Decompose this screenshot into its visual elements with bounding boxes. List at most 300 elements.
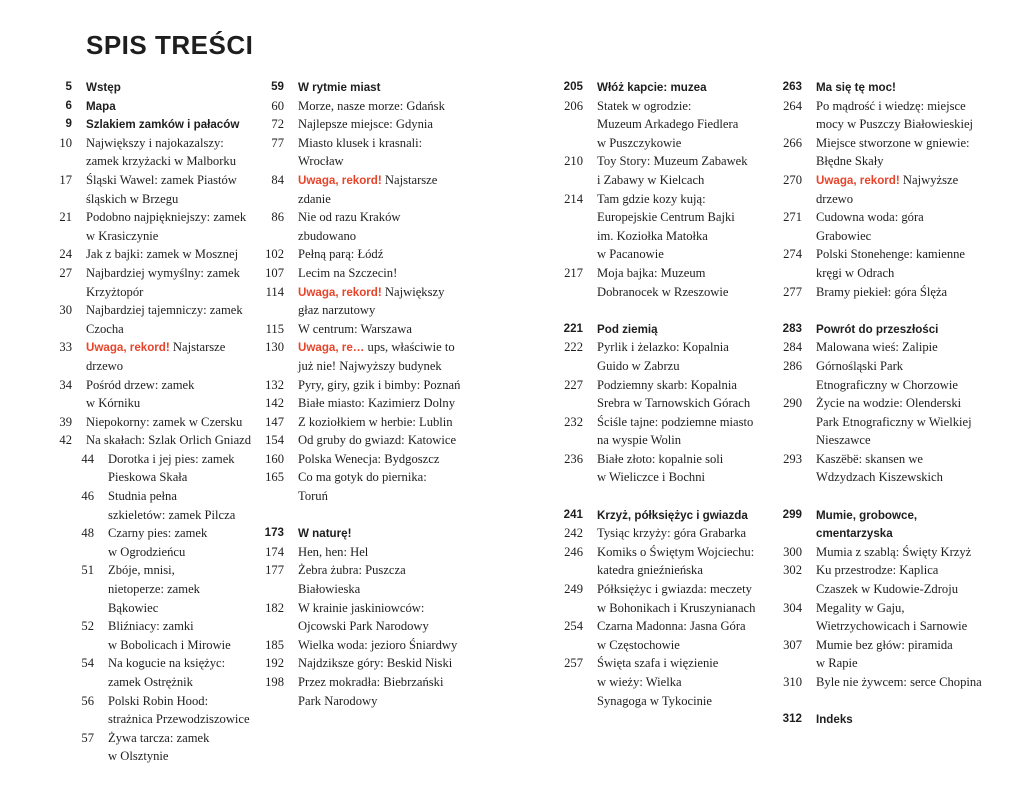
toc-entry: [597, 134, 755, 153]
entry-line: [265, 247, 384, 262]
section-spacer: [298, 506, 460, 525]
page-number: 205: [563, 80, 583, 93]
page-number: 24: [59, 247, 72, 262]
toc-entry: [59, 431, 252, 450]
entry-title: Czocha: [86, 321, 124, 336]
page-number: 21: [59, 210, 72, 225]
page-number: 51: [81, 563, 94, 578]
entry-title: Mapa: [86, 99, 116, 113]
toc-entry: [265, 376, 461, 395]
entry-title: Polski Robin Hood:: [108, 693, 209, 708]
entry-title: drzewo: [816, 191, 854, 206]
toc-entry: [265, 636, 460, 655]
entry-line: [81, 656, 226, 671]
section-heading: [563, 78, 755, 97]
toc-entry: [597, 394, 755, 413]
page-number: 277: [783, 284, 802, 299]
entry-title: Najstarsze: [169, 340, 226, 355]
entry-line: [816, 154, 884, 168]
entry-title: Statek w ogrodzie:: [597, 98, 692, 113]
entry-line: [782, 321, 939, 336]
toc-entry: [59, 264, 251, 283]
entry-title: głaz narzutowy: [298, 303, 376, 318]
page-number: 9: [65, 117, 72, 131]
entry-line: [81, 563, 175, 578]
entry-title: Nieszawce: [816, 433, 871, 448]
entry-title: drzewo: [86, 358, 124, 373]
entry-line: [564, 544, 755, 559]
section-heading: [563, 320, 755, 339]
entry-title: szkieletów: zamek Pilcza: [108, 507, 236, 522]
record-highlight: Uwaga, re…: [298, 341, 365, 355]
page-number: 48: [81, 526, 94, 541]
toc-entry: [783, 673, 982, 692]
entry-line: [59, 433, 252, 448]
entry-title: Bliźniacy: zamki: [108, 619, 194, 634]
page-number: 59: [271, 80, 284, 93]
toc-entry: [86, 543, 251, 562]
entry-title: Miasto klusek i krasnali:: [298, 135, 423, 150]
entry-line: [563, 80, 707, 94]
entry-title: Toruń: [298, 489, 328, 504]
entry-line: [81, 451, 235, 466]
entry-title: już nie! Najwyższy budynek: [298, 358, 442, 373]
page-number: 10: [59, 135, 72, 150]
entry-line: [59, 303, 243, 318]
toc-entry: [783, 636, 982, 655]
entry-line: [298, 489, 328, 503]
toc-entry: [816, 152, 982, 171]
page-number: 242: [564, 526, 583, 541]
entry-line: [597, 229, 708, 243]
section-heading: [816, 524, 982, 543]
section-heading: [65, 78, 251, 97]
toc-entry: [59, 171, 251, 190]
entry-title: Co ma gotyk do piernika:: [298, 470, 427, 485]
entry-line: [816, 619, 967, 633]
entry-line: [265, 563, 406, 578]
entry-line: [298, 192, 331, 206]
entry-line: [108, 675, 193, 689]
toc-column-2: [264, 78, 461, 710]
page-number: 286: [783, 358, 802, 373]
entry-title: w Puszczykowie: [597, 135, 682, 150]
entry-title: Jak z bajki: zamek w Mosznej: [86, 247, 239, 262]
entry-line: [81, 526, 208, 541]
entry-line: [81, 489, 177, 504]
entry-title: Ściśle tajne: podziemne miasto: [597, 414, 754, 429]
entry-title: W rytmie miast: [298, 81, 381, 94]
entry-title: Żywa tarcza: zamek: [108, 730, 210, 745]
entry-title: w Krasiczynie: [86, 228, 159, 243]
entry-title: Na skałach: Szlak Orlich Gniazd: [86, 433, 252, 448]
toc-entry: [265, 431, 460, 450]
entry-title: Ojcowski Park Narodowy: [298, 619, 429, 634]
entry-line: [81, 619, 194, 634]
entry-line: [597, 638, 680, 652]
page-number: 284: [783, 340, 802, 355]
entry-line: [564, 340, 729, 355]
entry-line: [81, 730, 210, 745]
entry-title: Wielka woda: jezioro Śniardwy: [298, 637, 458, 652]
entry-line: [597, 136, 681, 150]
entry-title: Błędne Skały: [816, 154, 884, 169]
entry-title: Wdzydzach Kiszewskich: [816, 470, 943, 485]
toc-entry: [81, 729, 251, 748]
page-number: 192: [265, 656, 284, 671]
toc-entry: [816, 617, 982, 636]
page-number: 266: [783, 135, 802, 150]
entry-line: [108, 545, 185, 559]
toc-entry: [86, 357, 251, 376]
entry-title: Bramy piekieł: góra Ślęża: [816, 284, 948, 299]
toc-entry: [564, 580, 755, 599]
toc-entry: [86, 580, 251, 599]
entry-line: [783, 396, 962, 411]
entry-title: Czarna Madonna: Jasna Góra: [597, 619, 746, 634]
entry-line: [816, 526, 893, 540]
page-number: 263: [782, 80, 802, 93]
entry-title: Malowana wieś: Zalipie: [816, 340, 938, 355]
entry-title: w Wieliczce i Bochni: [597, 470, 706, 485]
entry-title: w Olsztynie: [108, 749, 169, 764]
entry-line: [597, 210, 735, 224]
page-number: 57: [81, 730, 94, 745]
page-number: 84: [271, 172, 284, 187]
entry-line: [86, 154, 236, 168]
page-number: 217: [564, 265, 583, 280]
entry-title: Guido w Zabrzu: [597, 358, 680, 373]
toc-entry: [271, 208, 460, 227]
page-number: 302: [783, 563, 802, 578]
entry-line: [108, 638, 231, 652]
section-heading: [65, 115, 251, 134]
section-heading: [782, 78, 982, 97]
toc-entry: [265, 413, 460, 432]
entry-line: [816, 470, 943, 484]
section-heading: [782, 506, 982, 525]
entry-line: [563, 321, 658, 336]
entry-title: Toy Story: Muzeum Zabawek: [597, 154, 748, 169]
entry-title: Największy i najokazalszy:: [86, 135, 224, 150]
page-number: 290: [783, 396, 802, 411]
entry-title: Pod ziemią: [597, 322, 658, 336]
entry-line: [265, 544, 369, 559]
entry-title: Etnograficzny w Chorzowie: [816, 377, 958, 392]
toc-entry: [81, 450, 251, 469]
page-number: 271: [783, 210, 802, 225]
entry-line: [59, 172, 237, 187]
entry-title: Od gruby do gwiazd: Katowice: [298, 433, 457, 448]
toc-entry: [564, 654, 755, 673]
entry-title: Ma się tę moc!: [816, 81, 896, 94]
page-number: 221: [563, 321, 583, 335]
entry-title: Mumie bez głów: piramida: [816, 637, 953, 652]
entry-title: Europejskie Centrum Bajki: [597, 210, 735, 225]
entry-title: Czaszek w Kudowie-Zdroju: [816, 582, 958, 597]
entry-title: w Kórniku: [86, 396, 141, 411]
section-spacer: [816, 487, 982, 506]
page-number: 293: [783, 451, 802, 466]
toc-entry: [86, 468, 251, 487]
toc-entry: [783, 97, 982, 116]
entry-line: [265, 600, 425, 615]
toc-entry: [265, 599, 460, 618]
entry-line: [59, 340, 226, 355]
entry-title: Tysiąc krzyży: góra Grabarka: [597, 526, 747, 541]
entry-line: [298, 229, 356, 243]
entry-title: Niepokorny: zamek w Czersku: [86, 414, 243, 429]
page-number: 264: [783, 98, 802, 113]
page-number: 249: [564, 582, 583, 597]
entry-line: [59, 135, 224, 150]
entry-line: [86, 285, 143, 299]
section-heading: [65, 97, 251, 116]
entry-title: zamek krzyżacki w Malborku: [86, 154, 237, 169]
entry-title: Miejsce stworzone w gniewie:: [816, 135, 970, 150]
entry-line: [298, 582, 360, 596]
page-number: 177: [265, 563, 284, 578]
entry-line: [81, 693, 209, 708]
entry-title: Byle nie żywcem: serce Chopina: [816, 675, 982, 689]
toc-entry: [816, 227, 982, 246]
toc-entry: [59, 208, 251, 227]
page-number: 222: [564, 340, 583, 355]
entry-title: śląskich w Brzegu: [86, 191, 179, 206]
toc-entry: [86, 506, 251, 525]
page-number: 310: [783, 675, 802, 689]
entry-line: [816, 117, 973, 131]
toc-column-4: [782, 78, 982, 729]
toc-entry: [564, 524, 755, 543]
toc-entry: [298, 190, 460, 209]
page-number: 39: [59, 414, 72, 429]
toc-entry: [597, 692, 755, 711]
entry-title: Najwyższe: [899, 172, 959, 187]
section-spacer: [816, 301, 982, 320]
toc-entry: [564, 190, 755, 209]
entry-line: [564, 154, 748, 169]
toc-entry: [86, 394, 251, 413]
page-title: SPIS TREŚCI: [86, 30, 254, 60]
toc-entry: [81, 524, 251, 543]
toc-entry: [265, 394, 460, 413]
toc-entry: [86, 227, 251, 246]
toc-entry: [298, 301, 460, 320]
toc-entry: [783, 357, 982, 376]
entry-title: Na kogucie na księżyc:: [108, 656, 226, 671]
toc-entry: [597, 431, 755, 450]
toc-entry: [271, 134, 460, 153]
entry-title: kręgi w Odrach: [816, 265, 895, 280]
entry-line: [271, 80, 381, 94]
entry-title: Śląski Wawel: zamek Piastów: [86, 172, 237, 187]
entry-line: [59, 377, 195, 392]
section-heading: [271, 78, 460, 97]
entry-title: Z koziołkiem w herbie: Lublin: [298, 414, 453, 429]
toc-entry: [59, 245, 251, 264]
entry-line: [86, 322, 124, 336]
toc-entry: [86, 283, 251, 302]
entry-title: Srebra w Tarnowskich Górach: [597, 396, 751, 411]
entry-line: [782, 712, 853, 727]
entry-line: [298, 359, 442, 373]
page-number: 312: [782, 712, 802, 726]
page-number: 27: [59, 265, 72, 280]
entry-line: [597, 173, 704, 187]
toc-entry: [86, 710, 251, 729]
entry-line: [564, 191, 706, 206]
entry-line: [783, 284, 948, 299]
page-number: 5: [65, 80, 72, 93]
entry-title: Grabowiec: [816, 228, 872, 243]
entry-title: Polski Stonehenge: kamienne: [816, 247, 966, 262]
toc-entry: [816, 264, 982, 283]
page-number: 30: [59, 303, 72, 318]
entry-title: Pełną parą: Łódź: [298, 247, 384, 262]
entry-line: [265, 414, 453, 429]
toc-entry: [783, 283, 982, 302]
page-number: 165: [265, 470, 284, 485]
toc-entry: [59, 413, 251, 432]
toc-entry: [81, 561, 251, 580]
entry-title: Lecim na Szczecin!: [298, 265, 398, 280]
toc-entry: [265, 264, 460, 283]
entry-title: Najbardziej wymyślny: zamek: [86, 265, 240, 280]
entry-title: Białe miasto: Kazimierz Dolny: [298, 396, 456, 411]
entry-title: Najlepsze miejsce: Gdynia: [298, 117, 433, 132]
entry-title: Białe złoto: kopalnie soli: [597, 451, 724, 466]
entry-title: w Częstochowie: [597, 637, 680, 652]
entry-line: [816, 266, 894, 280]
page-number: 241: [563, 507, 583, 521]
toc-entry: [816, 115, 982, 134]
entry-line: [271, 135, 423, 150]
entry-line: [65, 80, 121, 94]
toc-entry: [597, 357, 755, 376]
toc-entry: [86, 747, 251, 766]
toc-entry: [783, 561, 982, 580]
entry-title: Synagoga w Tykocinie: [597, 693, 713, 708]
page-number: 214: [564, 191, 583, 206]
toc-entry: [597, 208, 755, 227]
entry-title: Studnia pełna: [108, 489, 177, 504]
section-heading: [264, 524, 460, 543]
toc-column-1: [59, 78, 252, 766]
entry-line: [597, 117, 738, 131]
toc-entry: [597, 115, 755, 134]
entry-title: Włóż kapcie: muzea: [597, 81, 707, 94]
page-number: 17: [59, 172, 72, 187]
entry-line: [597, 247, 664, 261]
page-number: 44: [81, 451, 94, 466]
entry-line: [265, 321, 412, 336]
page-number: 147: [265, 414, 284, 429]
toc-entry: [564, 97, 755, 116]
toc-entry: [271, 171, 460, 190]
page-number: 182: [265, 600, 284, 615]
entry-line: [816, 433, 871, 447]
record-highlight: Uwaga, rekord!: [86, 341, 170, 355]
entry-line: [271, 210, 401, 225]
toc-entry: [597, 636, 755, 655]
entry-line: [86, 229, 158, 243]
entry-title: Wstęp: [86, 81, 121, 94]
entry-title: Megality w Gaju,: [816, 600, 905, 615]
page-number: 72: [271, 117, 284, 132]
page-number: 270: [783, 172, 802, 187]
toc-entry: [816, 431, 982, 450]
page-number: 227: [564, 377, 583, 392]
toc-entry: [564, 450, 755, 469]
entry-title: Czarny pies: zamek: [108, 526, 208, 541]
toc-entry: [564, 376, 755, 395]
entry-line: [816, 656, 858, 670]
toc-entry: [265, 245, 460, 264]
entry-line: [59, 247, 239, 262]
entry-title: W krainie jaskiniowców:: [298, 600, 425, 615]
entry-line: [597, 694, 712, 708]
page-number: 107: [265, 265, 284, 280]
entry-line: [783, 98, 966, 113]
entry-title: Dorotka i jej pies: zamek: [108, 451, 235, 466]
entry-line: [108, 749, 169, 763]
entry-line: [783, 675, 982, 689]
entry-title: Szlakiem zamków i pałaców: [86, 118, 240, 132]
toc-entry: [597, 245, 755, 264]
page-number: 86: [271, 210, 284, 225]
toc-entry: [564, 413, 755, 432]
entry-line: [271, 172, 438, 187]
toc-entry: [265, 320, 460, 339]
toc-entry: [816, 190, 982, 209]
entry-title: Bąkowiec: [108, 600, 159, 615]
page-number: 132: [265, 377, 284, 392]
page-number: 160: [265, 451, 284, 466]
toc-entry: [59, 338, 251, 357]
toc-entry: [59, 134, 251, 153]
entry-title: Najbardziej tajemniczy: zamek: [86, 303, 243, 318]
entry-line: [597, 433, 681, 447]
entry-line: [564, 377, 737, 392]
page-number: 52: [81, 619, 94, 634]
entry-title: Park Etnograficzny w Wielkiej: [816, 414, 972, 429]
entry-line: [65, 98, 116, 113]
entry-title: Mumie, grobowce,: [816, 508, 918, 522]
page-number: 34: [59, 377, 72, 392]
entry-line: [597, 601, 755, 615]
page-number: 274: [783, 247, 802, 262]
entry-line: [108, 508, 235, 522]
entry-title: ups, właściwie to: [364, 340, 455, 355]
entry-title: zbudowano: [298, 228, 357, 243]
entry-title: Mumia z szablą: Święty Krzyż: [816, 544, 972, 559]
entry-title: Białowieska: [298, 582, 361, 597]
entry-title: W centrum: Warszawa: [298, 321, 412, 336]
entry-line: [59, 414, 243, 429]
entry-line: [298, 303, 375, 317]
toc-entry: [783, 171, 982, 190]
entry-title: na wyspie Wolin: [597, 433, 682, 448]
entry-title: Górnośląski Park: [816, 358, 904, 373]
entry-title: Polska Wenecja: Bydgoszcz: [298, 451, 440, 466]
toc-entry: [783, 450, 982, 469]
toc-entry: [86, 636, 251, 655]
page-number: 232: [564, 414, 583, 429]
page-number: 236: [564, 451, 583, 466]
entry-line: [264, 526, 352, 541]
entry-title: w Ogrodzieńcu: [108, 544, 186, 559]
